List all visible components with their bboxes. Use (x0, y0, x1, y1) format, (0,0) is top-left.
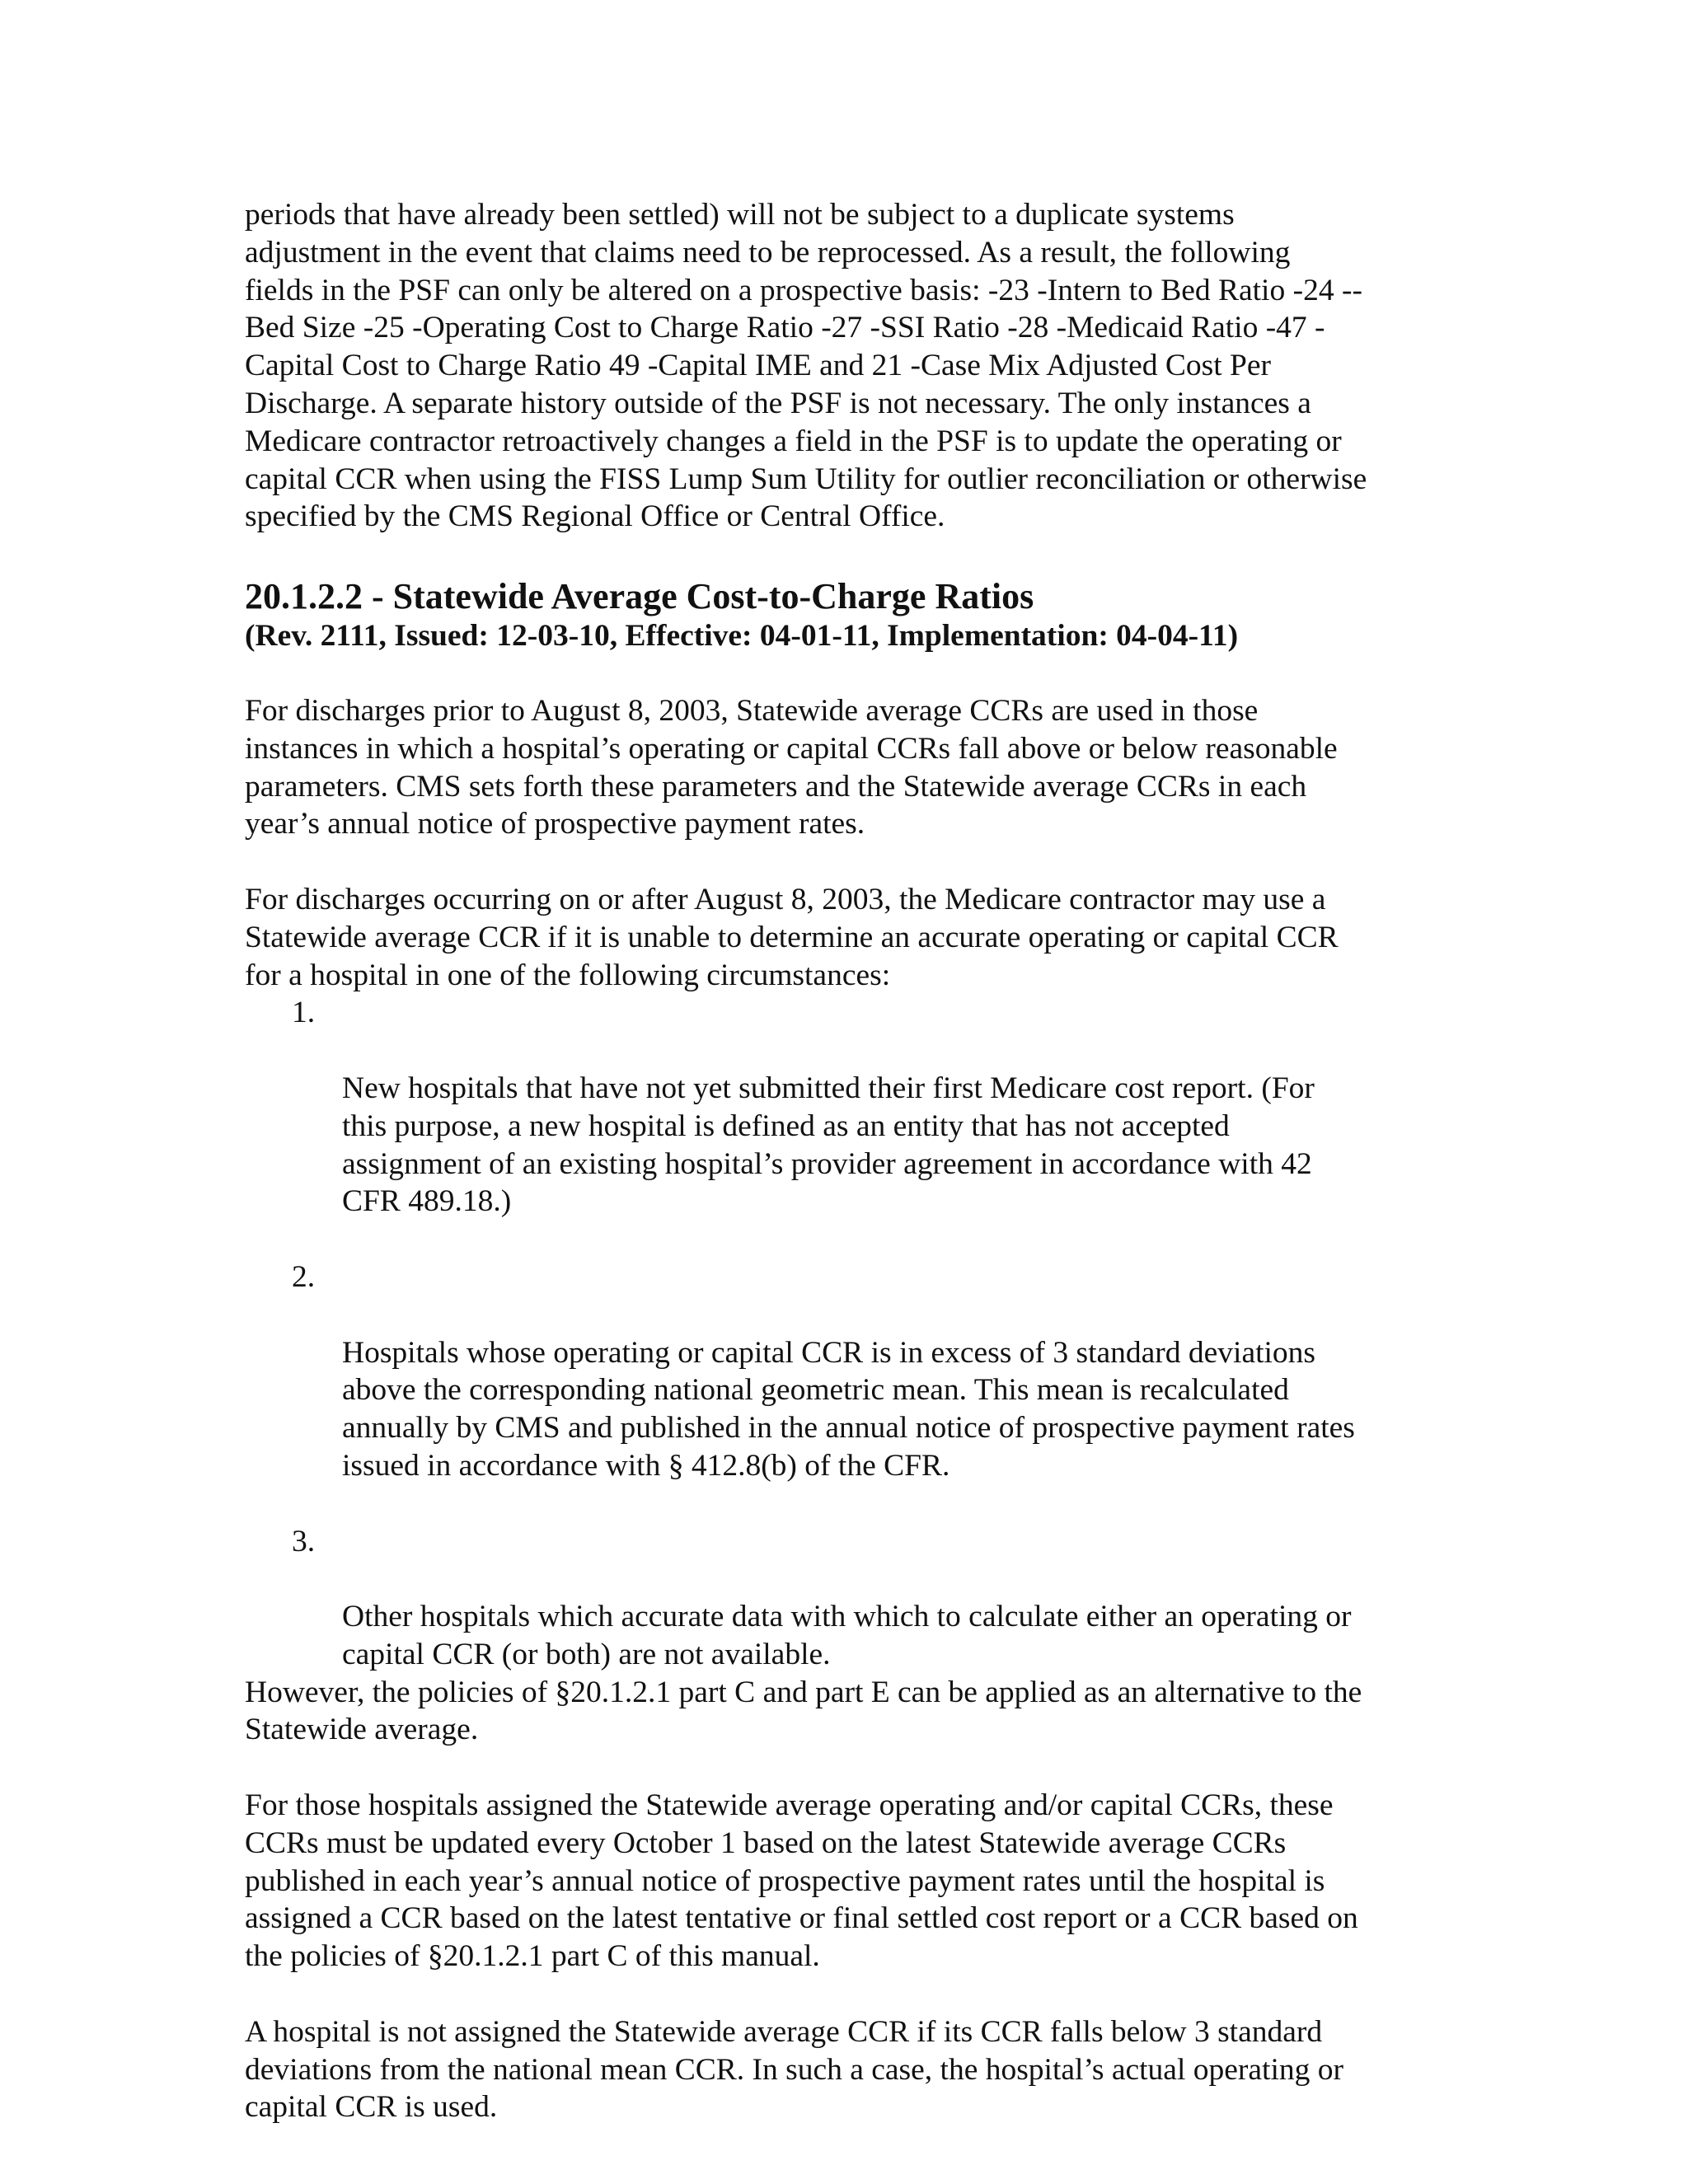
list-item-number: 2. (292, 1259, 316, 1294)
paragraph-discharges-after: For discharges occurring on or after August 8, 2003, the Medicare contractor may use a Statewide average CCR if it is unable to determine an accurate operating or capital CCR for a hospital in one of the following circumstances: (245, 882, 1339, 992)
paragraph-update-schedule: For those hospitals assigned the Statewide average operating and/or capital CCRs, these CCRs must be updated every October 1 based on the latest Statewide average CCRs published in each year’s annual notice of prospective payment rates until the hospital is assigned a CCR based on the latest tentative or final settled cost report or a CCR based on the policies of §20.1.2.1 part C of this manual. (245, 1788, 1358, 1974)
list-item-number: 3. (292, 1524, 316, 1558)
list-item-number: 1. (292, 996, 316, 1030)
section-heading: 20.1.2.2 - Statewide Average Cost-to-Charge Ratios (245, 576, 1034, 617)
list-item (245, 994, 1456, 1221)
document-page (245, 196, 1456, 2126)
paragraph-exception: A hospital is not assigned the Statewide average CCR if its CCR falls below 3 standard deviations from the national mean CCR. In such a case, the hospital’s actual operating or capital CCR is used. (245, 2014, 1343, 2125)
list-item-text: New hospitals that have not yet submitted their first Medicare cost report. (For this purpose, a new hospital is defined as an entity that has not accepted assignment of an existing hospital’s provider agreement in accordance with 42 CFR 489.18.) (342, 1071, 1315, 1219)
list-item (245, 1258, 1456, 1485)
list-item-text: Hospitals whose operating or capital CCR is in excess of 3 standard deviations above the corresponding national geometric mean. This mean is recalculated annually by CMS and published in the annual notice of prospective payment rates issued in accordance with § 412.8(b) of the CFR. (342, 1335, 1355, 1483)
revision-line: (Rev. 2111, Issued: 12-03-10, Effective: 04-01-11, Implementation: 04-04-11) (245, 619, 1239, 654)
list-item-text: Other hospitals which accurate data with which to calculate either an operating or capital CCR (or both) are not available. (342, 1600, 1352, 1671)
intro-paragraph: periods that have already been settled) will not be subject to a duplicate systems adjustment in the event that claims need to be reprocessed. As a result, the following fields in the PSF can only be altered on a prospective basis: -23 -Intern to Bed Ratio -24 -- Bed Size -25 -Operating Cost to Charge Ratio -27 -SSI Ratio -28 -Medicaid Ratio -47 - Capital Cost to Charge Ratio 49 -Capital IME and 21 -Case Mix Adjusted Cost Per Discharge. A separate history outside of the PSF is not necessary. The only instances a Medicare contractor retroactively changes a field in the PSF is to update the operating or capital CCR when using the FISS Lump Sum Utility for outlier reconciliation or otherwise specified by the CMS Regional Office or Central Office. (245, 198, 1367, 534)
circumstances-list (245, 994, 1456, 1673)
paragraph-discharges-prior: For discharges prior to August 8, 2003, Statewide average CCRs are used in those instances in which a hospital’s operating or capital CCRs fall above or below reasonable parameters. CMS sets forth these parameters and the Statewide average CCRs in each year’s annual notice of prospective payment rates. (245, 693, 1338, 841)
list-item (245, 1523, 1456, 1674)
paragraph-alternative-policies: However, the policies of §20.1.2.1 part C and part E can be applied as an alternative to the Statewide average. (245, 1675, 1362, 1747)
